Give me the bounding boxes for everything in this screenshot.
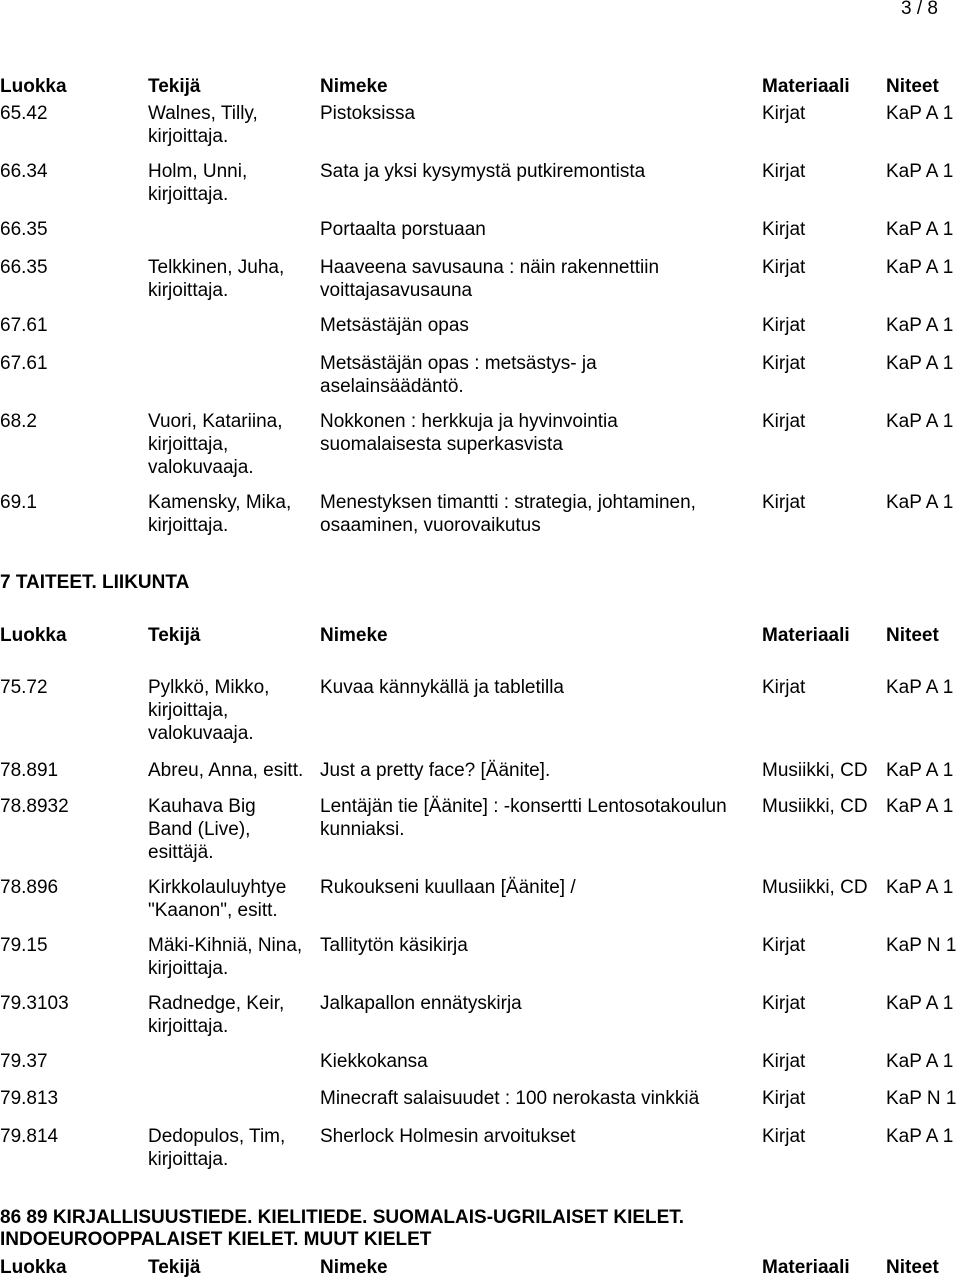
cell-location: KaP A 1 bbox=[886, 315, 954, 336]
header-author: Tekijä bbox=[148, 76, 201, 97]
author-line: Telkkinen, Juha, bbox=[148, 257, 285, 278]
cell-title bbox=[320, 934, 760, 957]
cell-material: Kirjat bbox=[762, 1126, 806, 1147]
author-line: Abreu, Anna, esitt. bbox=[148, 760, 304, 781]
cell-class: 78.891 bbox=[0, 760, 59, 781]
header-location: Niteet bbox=[886, 76, 939, 97]
author-line: Kauhava Big bbox=[148, 796, 256, 817]
cell-material: Kirjat bbox=[762, 257, 806, 278]
title-line: Sherlock Holmesin arvoitukset bbox=[320, 1126, 576, 1147]
cell-material: Musiikki, CD bbox=[762, 877, 868, 898]
author-line: "Kaanon", esitt. bbox=[148, 900, 278, 921]
header-title: Nimeke bbox=[320, 1257, 388, 1278]
header-class: Luokka bbox=[0, 1257, 67, 1278]
header-title: Nimeke bbox=[320, 76, 388, 97]
cell-title bbox=[320, 795, 760, 841]
title-line: Lentäjän tie [Äänite] : -konsertti Lentosotakoulun bbox=[320, 796, 727, 817]
cell-title bbox=[320, 1050, 760, 1073]
cell-author bbox=[148, 992, 318, 1038]
cell-class: 78.896 bbox=[0, 877, 59, 898]
title-line: kunniaksi. bbox=[320, 819, 405, 840]
page-number: 3 / 8 bbox=[901, 0, 938, 19]
cell-material: Kirjat bbox=[762, 1088, 806, 1109]
cell-title bbox=[320, 410, 760, 456]
author-line: Pylkkö, Mikko, bbox=[148, 677, 270, 698]
cell-location: KaP A 1 bbox=[886, 219, 954, 240]
cell-title bbox=[320, 102, 760, 125]
author-line: Kamensky, Mika, bbox=[148, 492, 292, 513]
title-line: Jalkapallon ennätyskirja bbox=[320, 993, 522, 1014]
section-title-line-2: INDOEUROOPPALAISET KIELET. MUUT KIELET bbox=[0, 1229, 432, 1250]
cell-location: KaP A 1 bbox=[886, 257, 954, 278]
cell-location: KaP A 1 bbox=[886, 161, 954, 182]
header-title: Nimeke bbox=[320, 625, 388, 646]
cell-class: 79.813 bbox=[0, 1088, 59, 1109]
cell-material: Kirjat bbox=[762, 353, 806, 374]
cell-author bbox=[148, 934, 318, 980]
cell-title bbox=[320, 1087, 760, 1110]
cell-class: 79.814 bbox=[0, 1126, 59, 1147]
cell-material: Kirjat bbox=[762, 315, 806, 336]
author-line: valokuvaaja. bbox=[148, 457, 254, 478]
cell-author bbox=[148, 102, 318, 148]
cell-title bbox=[320, 876, 760, 899]
title-line: Haaveena savusauna : näin rakennettiin bbox=[320, 257, 660, 278]
author-line: kirjoittaja, bbox=[148, 434, 229, 455]
cell-location: KaP A 1 bbox=[886, 103, 954, 124]
cell-material: Kirjat bbox=[762, 219, 806, 240]
header-location: Niteet bbox=[886, 1257, 939, 1278]
author-line: Band (Live), bbox=[148, 819, 251, 840]
cell-author bbox=[148, 410, 318, 479]
header-material: Materiaali bbox=[762, 1257, 850, 1278]
section-title: 7 TAITEET. LIIKUNTA bbox=[0, 572, 190, 593]
cell-author bbox=[148, 795, 318, 864]
cell-material: Kirjat bbox=[762, 935, 806, 956]
cell-author bbox=[148, 160, 318, 206]
author-line: kirjoittaja. bbox=[148, 126, 229, 147]
author-line: esittäjä. bbox=[148, 842, 214, 863]
cell-material: Kirjat bbox=[762, 492, 806, 513]
cell-class: 79.15 bbox=[0, 935, 48, 956]
cell-class: 69.1 bbox=[0, 492, 37, 513]
cell-title bbox=[320, 759, 760, 782]
header-class: Luokka bbox=[0, 625, 67, 646]
header-author: Tekijä bbox=[148, 625, 201, 646]
cell-class: 65.42 bbox=[0, 103, 48, 124]
author-line: Walnes, Tilly, bbox=[148, 103, 258, 124]
author-line: Kirkkolauluyhtye bbox=[148, 877, 287, 898]
author-line: kirjoittaja. bbox=[148, 958, 229, 979]
title-line: Just a pretty face? [Äänite]. bbox=[320, 760, 551, 781]
title-line: aselainsäädäntö. bbox=[320, 376, 464, 397]
author-line: Dedopulos, Tim, bbox=[148, 1126, 286, 1147]
cell-location: KaP A 1 bbox=[886, 353, 954, 374]
title-line: Minecraft salaisuudet : 100 nerokasta vinkkiä bbox=[320, 1088, 700, 1109]
title-line: Pistoksissa bbox=[320, 103, 416, 124]
title-line: Sata ja yksi kysymystä putkiremontista bbox=[320, 161, 646, 182]
cell-material: Musiikki, CD bbox=[762, 760, 868, 781]
cell-title bbox=[320, 314, 760, 337]
header-material: Materiaali bbox=[762, 625, 850, 646]
cell-location: KaP A 1 bbox=[886, 796, 954, 817]
cell-location: KaP N 1 bbox=[886, 1088, 957, 1109]
cell-author bbox=[148, 491, 318, 537]
cell-location: KaP A 1 bbox=[886, 877, 954, 898]
author-line: kirjoittaja, bbox=[148, 700, 229, 721]
header-material: Materiaali bbox=[762, 76, 850, 97]
title-line: osaaminen, vuorovaikutus bbox=[320, 515, 541, 536]
title-line: Metsästäjän opas : metsästys- ja bbox=[320, 353, 597, 374]
cell-location: KaP N 1 bbox=[886, 935, 957, 956]
cell-material: Kirjat bbox=[762, 677, 806, 698]
cell-author bbox=[148, 759, 318, 782]
cell-location: KaP A 1 bbox=[886, 492, 954, 513]
cell-title bbox=[320, 352, 760, 398]
cell-author bbox=[148, 1125, 318, 1171]
cell-material: Kirjat bbox=[762, 103, 806, 124]
author-line: kirjoittaja. bbox=[148, 184, 229, 205]
cell-location: KaP A 1 bbox=[886, 411, 954, 432]
cell-title bbox=[320, 676, 760, 699]
author-line: kirjoittaja. bbox=[148, 515, 229, 536]
cell-location: KaP A 1 bbox=[886, 760, 954, 781]
author-line: kirjoittaja. bbox=[148, 280, 229, 301]
author-line: Mäki-Kihniä, Nina, bbox=[148, 935, 303, 956]
title-line: Portaalta porstuaan bbox=[320, 219, 486, 240]
cell-title bbox=[320, 491, 760, 537]
cell-title bbox=[320, 256, 760, 302]
title-line: Rukoukseni kuullaan [Äänite] / bbox=[320, 877, 576, 898]
cell-material: Kirjat bbox=[762, 411, 806, 432]
cell-class: 75.72 bbox=[0, 677, 48, 698]
title-line: Menestyksen timantti : strategia, johtaminen, bbox=[320, 492, 696, 513]
cell-location: KaP A 1 bbox=[886, 1051, 954, 1072]
cell-title bbox=[320, 992, 760, 1015]
title-line: Kiekkokansa bbox=[320, 1051, 428, 1072]
cell-location: KaP A 1 bbox=[886, 677, 954, 698]
cell-material: Kirjat bbox=[762, 1051, 806, 1072]
cell-title bbox=[320, 218, 760, 241]
author-line: kirjoittaja. bbox=[148, 1016, 229, 1037]
cell-class: 78.8932 bbox=[0, 796, 69, 817]
header-location: Niteet bbox=[886, 625, 939, 646]
author-line: Vuori, Katariina, bbox=[148, 411, 283, 432]
cell-title bbox=[320, 160, 760, 183]
title-line: Metsästäjän opas bbox=[320, 315, 469, 336]
cell-author bbox=[148, 876, 318, 922]
title-line: suomalaisesta superkasvista bbox=[320, 434, 563, 455]
cell-class: 79.3103 bbox=[0, 993, 69, 1014]
section-title: 86 89 KIRJALLISUUSTIEDE. KIELITIEDE. SUOMALAIS-UGRILAISET KIELET. bbox=[0, 1207, 685, 1228]
header-author: Tekijä bbox=[148, 1257, 201, 1278]
cell-class: 67.61 bbox=[0, 353, 48, 374]
title-line: voittajasavusauna bbox=[320, 280, 473, 301]
author-line: Holm, Unni, bbox=[148, 161, 248, 182]
cell-material: Musiikki, CD bbox=[762, 796, 868, 817]
author-line: kirjoittaja. bbox=[148, 1149, 229, 1170]
cell-class: 66.35 bbox=[0, 219, 48, 240]
cell-class: 66.34 bbox=[0, 161, 48, 182]
cell-author bbox=[148, 676, 318, 745]
cell-class: 68.2 bbox=[0, 411, 37, 432]
title-line: Nokkonen : herkkuja ja hyvinvointia bbox=[320, 411, 618, 432]
cell-material: Kirjat bbox=[762, 161, 806, 182]
cell-location: KaP A 1 bbox=[886, 993, 954, 1014]
cell-location: KaP A 1 bbox=[886, 1126, 954, 1147]
cell-author bbox=[148, 256, 318, 302]
author-line: valokuvaaja. bbox=[148, 723, 254, 744]
cell-class: 67.61 bbox=[0, 315, 48, 336]
cell-material: Kirjat bbox=[762, 993, 806, 1014]
author-line: Radnedge, Keir, bbox=[148, 993, 285, 1014]
title-line: Tallitytön käsikirja bbox=[320, 935, 468, 956]
cell-class: 79.37 bbox=[0, 1051, 48, 1072]
header-class: Luokka bbox=[0, 76, 67, 97]
title-line: Kuvaa kännykällä ja tabletilla bbox=[320, 677, 564, 698]
cell-class: 66.35 bbox=[0, 257, 48, 278]
cell-title bbox=[320, 1125, 760, 1148]
